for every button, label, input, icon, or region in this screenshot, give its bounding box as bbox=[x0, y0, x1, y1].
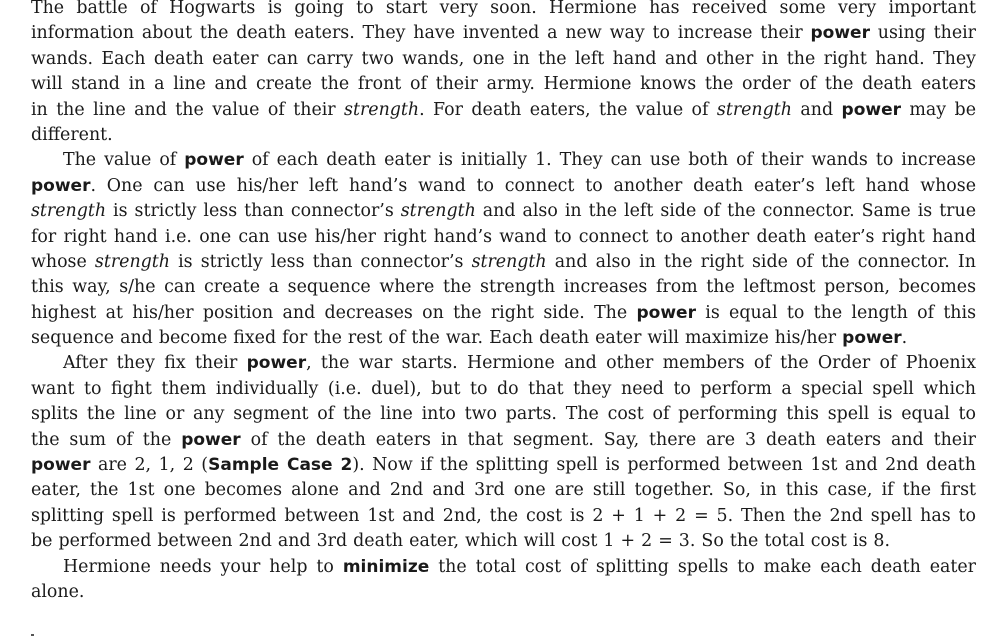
bold-term: power bbox=[31, 455, 91, 476]
text-run: The battle of Hogwarts is going to start very soon. Hermione has received some very important bbox=[31, 0, 976, 18]
text-run: splitting spell is performed between 1st and 2nd, the cost is 2 + 1 + 2 = 5. Then the 2nd spell has to bbox=[31, 505, 976, 526]
text-run: wands. Each death eater can carry two wands, one in the left hand and other in the right hand. They bbox=[31, 48, 976, 69]
text-line bbox=[31, 478, 976, 503]
text-run: in the line and the value of their bbox=[31, 99, 345, 120]
text-run: . One can use his/her left hand’s wand to connect to another death eater’s left hand whose bbox=[90, 175, 976, 196]
text-run: the total cost of splitting spells to make each death eater bbox=[429, 556, 976, 577]
text-run: is equal to the length of this bbox=[695, 302, 976, 323]
text-run: alone. bbox=[31, 581, 85, 602]
text-run: for right hand i.e. one can use his/her right hand’s wand to connect to another death eater’s right hand bbox=[31, 226, 976, 247]
text-run: this way, s/he can create a sequence where the strength increases from the leftmost person, becomes bbox=[31, 277, 976, 298]
bold-term: power bbox=[841, 99, 901, 120]
text-run: be performed between 2nd and 3rd death eater, which will cost 1 + 2 = 3. So the total cost is 8. bbox=[31, 531, 891, 552]
text-line bbox=[31, 72, 976, 97]
text-run: ). Now if the splitting spell is performed between 1st and 2nd death bbox=[352, 455, 977, 476]
text-run: and also in the right side of the connector. In bbox=[546, 251, 976, 272]
text-line bbox=[31, 225, 976, 250]
text-run: is strictly less than connector’s bbox=[169, 251, 472, 272]
italic-term: strength bbox=[31, 201, 107, 222]
text-line bbox=[31, 428, 976, 453]
text-run: is strictly less than connector’s bbox=[106, 201, 401, 222]
text-line bbox=[31, 326, 976, 351]
italic-term: strength bbox=[94, 251, 170, 272]
text-line bbox=[31, 529, 976, 554]
text-line bbox=[31, 21, 976, 46]
bold-term: power bbox=[842, 328, 902, 349]
text-run: , the war starts. Hermione and other members of the Order of Phoenix bbox=[306, 353, 977, 374]
text-run: may be bbox=[901, 99, 976, 120]
bold-term: power bbox=[810, 23, 870, 44]
text-run: The value of bbox=[63, 150, 185, 171]
paragraph bbox=[31, 555, 976, 606]
text-run: the sum of the bbox=[31, 429, 182, 450]
text-line bbox=[31, 250, 976, 275]
bold-term: power bbox=[636, 302, 696, 323]
text-line bbox=[31, 504, 976, 529]
bold-term: power bbox=[246, 353, 307, 374]
text-run: will stand in a line and create the front of their army. Hermione knows the order of the death eaters bbox=[31, 74, 976, 95]
text-run: of each death eater is initially 1. They can use both of their wands to increase bbox=[243, 150, 976, 171]
text-line bbox=[31, 377, 976, 402]
text-line bbox=[31, 98, 976, 123]
text-run: . bbox=[901, 328, 908, 349]
text-run: highest at his/her position and decreases on the right side. The bbox=[31, 302, 637, 323]
bold-term: power bbox=[181, 429, 241, 450]
italic-term: strength bbox=[471, 251, 547, 272]
text-line bbox=[31, 275, 976, 300]
text-run: Hermione needs your help to bbox=[63, 556, 343, 577]
text-run: want to fight them individually (i.e. duel), but to do that they need to perform a special spell which bbox=[31, 378, 976, 399]
text-line bbox=[31, 453, 976, 478]
bold-term: power bbox=[184, 150, 244, 171]
text-run: using their bbox=[869, 23, 976, 44]
text-run: eater, the 1st one becomes alone and 2nd and 3rd one are still together. So, in this case, if the first bbox=[31, 480, 976, 501]
text-line bbox=[31, 351, 976, 376]
bold-term: minimize bbox=[342, 556, 430, 577]
bold-term: Sample Case 2 bbox=[208, 455, 353, 476]
text-run: information about the death eaters. They have invented a new way to increase their bbox=[31, 23, 811, 44]
text-line bbox=[31, 0, 976, 21]
text-line bbox=[31, 555, 976, 580]
text-run: different. bbox=[31, 124, 113, 145]
italic-term: strength bbox=[400, 201, 476, 222]
text-run: are 2, 1, 2 ( bbox=[90, 455, 209, 476]
text-run: sequence and become fixed for the rest of the war. Each death eater will maximize his/her bbox=[31, 328, 843, 349]
page-mark bbox=[31, 634, 34, 636]
text-line bbox=[31, 580, 976, 605]
problem-statement bbox=[31, 0, 976, 605]
text-line bbox=[31, 174, 976, 199]
text-line bbox=[31, 402, 976, 427]
text-line bbox=[31, 301, 976, 326]
paragraph bbox=[31, 351, 976, 554]
paragraph bbox=[31, 148, 976, 351]
paragraph bbox=[31, 0, 976, 148]
bold-term: power bbox=[31, 175, 91, 196]
text-run: whose bbox=[31, 251, 95, 272]
text-line bbox=[31, 199, 976, 224]
italic-term: strength bbox=[716, 99, 792, 120]
text-run: splits the line or any segment of the line into two parts. The cost of performing this spell is equal to bbox=[31, 404, 976, 425]
text-line bbox=[31, 148, 976, 173]
text-run: of the death eaters in that segment. Say, there are 3 death eaters and their bbox=[240, 429, 976, 450]
text-line bbox=[31, 47, 976, 72]
text-run: . For death eaters, the value of bbox=[419, 99, 717, 120]
text-line bbox=[31, 123, 976, 148]
italic-term: strength bbox=[344, 99, 420, 120]
text-run: and bbox=[791, 99, 842, 120]
text-run: and also in the left side of the connector. Same is true bbox=[475, 201, 976, 222]
text-run: After they fix their bbox=[63, 353, 247, 374]
